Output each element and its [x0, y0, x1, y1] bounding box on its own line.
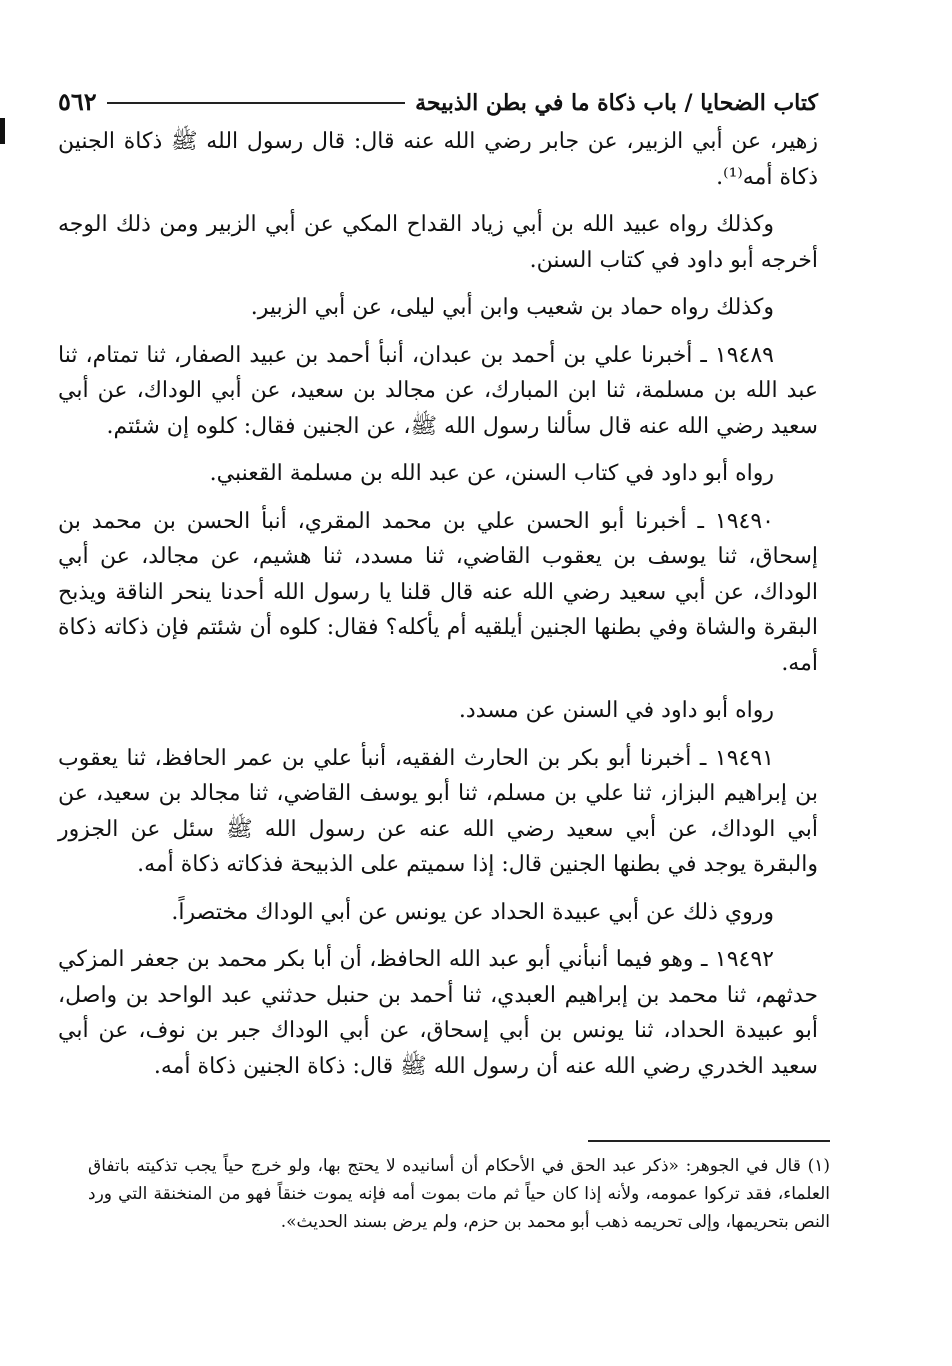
footnote-separator	[588, 1140, 830, 1142]
hadith-19490: ١٩٤٩٠ ـ أخبرنا أبو الحسن علي بن محمد المقري، أنبأ الحسن بن محمد بن إسحاق، ثنا يوسف بن يعقوب القاضي، ثنا مسدد، ثنا هشيم، عن مجالد، عن أبي الوداك، عن أبي سعيد رضي الله عنه قال قلنا يا رسول الله أحدنا ينحر الناقة ويذبح البقرة والشاة وفي بطنها الجنين أيلقيه أم يأكله؟ فقال: كلوه أن شئتم فإن ذكاته ذكاة أمه.	[58, 508, 818, 676]
footnote: (١) قال في الجوهر: «ذكر عبد الحق في الأحكام أن أسانيده لا يحتج بها، ولو خرج حياً يجب تذكيته باتفاق العلماء، فقد تركوا عمومه، ولأنه إذا كان حياً ثم مات بموت أمه فإنه يموت خنقاً فهو من المنخنقة التي ورد النص بتحريمها، وإلى تحريمه ذهب أبو محمد بن حزم، ولم يرض بسند الحديث».	[88, 1156, 830, 1232]
paragraph: وكذلك رواه عبيد الله بن أبي زياد القداح المكي عن أبي الزبير ومن ذلك الوجه أخرجه أبو داود في كتاب السنن.	[58, 212, 818, 273]
page-number: ٥٦٢	[58, 87, 97, 116]
paragraph: رواه أبو داود في كتاب السنن، عن عبد الله بن مسلمة القعنبي.	[209, 461, 774, 486]
paragraph-continuation: زهير، عن أبي الزبير، عن جابر رضي الله عنه قال: قال رسول الله ﷺ ذكاة الجنين ذكاة أمه⁽¹⁾.	[58, 129, 818, 190]
header-rule	[107, 102, 405, 104]
running-header-title: كتاب الضحايا / باب ذكاة ما في بطن الذبيحة	[415, 90, 818, 116]
paragraph: وروي ذلك عن أبي عبيدة الحداد عن يونس عن أبي الوداك مختصراً.	[171, 899, 774, 925]
binding-edge-mark	[0, 118, 5, 144]
hadith-19492: ١٩٤٩٢ ـ وهو فيما أنبأني أبو عبد الله الحافظ، أن أبا بكر محمد بن جعفر المزكي حدثهم، ثنا محمد بن إبراهيم العبدي، ثنا أحمد بن حنبل حدثني عبد الواحد بن واصل، أبو عبيدة الحداد، ثنا يونس بن أبي إسحاق، عن أبي الوداك جبر بن نوف، عن أبي سعيد الخدري رضي الله عنه أن رسول الله ﷺ قال: ذكاة الجنين ذكاة أمه.	[58, 947, 818, 1079]
hadith-19489: ١٩٤٨٩ ـ أخبرنا علي بن أحمد بن عبدان، أنبأ أحمد بن عبيد الصفار، ثنا تمتام، ثنا عبد الله بن مسلمة، ثنا ابن المبارك، عن مجالد بن سعيد، عن أبي الوداك، عن أبي سعيد رضي الله عنه قال سألنا رسول الله ﷺ، عن الجنين فقال: كلوه إن شئتم.	[58, 342, 818, 439]
hadith-19491: ١٩٤٩١ ـ أخبرنا أبو بكر بن الحارث الفقيه، أنبأ علي بن عمر الحافظ، ثنا يعقوب بن إبراهيم البزاز، ثنا علي بن مسلم، ثنا أبو يوسف القاضي، ثنا مجالد بن سعيد، عن أبي الوداك، عن أبي سعيد رضي الله عنه عن رسول الله ﷺ سئل عن الجزور والبقرة يوجد في بطنها الجنين قال: إذا سميتم على الذبيحة فذكاته ذكاة أمه.	[58, 745, 818, 877]
paragraph: وكذلك رواه حماد بن شعيب وابن أبي ليلى، عن أبي الزبير.	[250, 295, 774, 320]
paragraph: رواه أبو داود في السنن عن مسدد.	[458, 698, 774, 723]
main-text	[58, 124, 818, 1084]
running-header	[58, 70, 818, 120]
book-page	[58, 70, 818, 1096]
